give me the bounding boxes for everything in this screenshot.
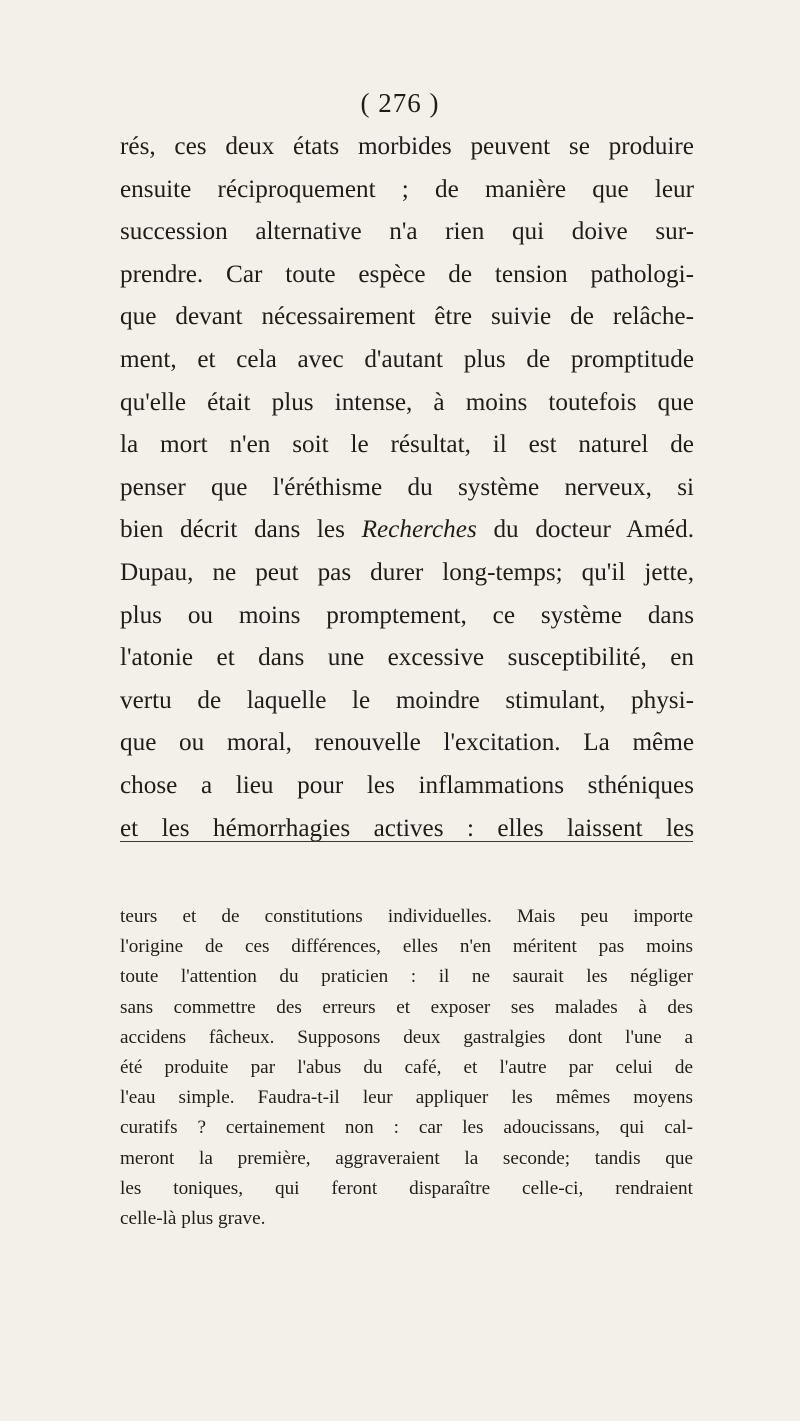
footnote-line: meront la première, aggraveraient la seconde; tandis que (120, 1147, 693, 1169)
text-line-with-title (120, 509, 694, 552)
text-line: ment, et cela avec d'autant plus de promptitude (120, 345, 694, 373)
text-line: penser que l'éréthisme du système nerveux, si (120, 473, 694, 501)
footnote-line: été produite par l'abus du café, et l'autre par celui de (120, 1057, 693, 1079)
footnote-separator (120, 841, 693, 842)
footnote-line: l'origine de ces différences, elles n'en méritent pas moins (120, 936, 693, 958)
text-line: que devant nécessairement être suivie de relâche- (120, 303, 694, 331)
text-line: chose a lieu pour les inflammations sthéniques (120, 771, 694, 799)
text-line: et les hémorrhagies actives : elles laissent les (120, 814, 694, 842)
page-number: ( 276 ) (360, 88, 440, 118)
text-line: rés, ces deux états morbides peuvent se produire (120, 133, 694, 160)
text-segment: bien décrit dans les (120, 516, 362, 544)
text-line: l'atonie et dans une excessive susceptibilité, en (120, 644, 694, 672)
text-line: plus ou moins promptement, ce système dans (120, 601, 694, 629)
footnote-line: toute l'attention du praticien : il ne saurait les négliger (120, 966, 693, 988)
footnote-line: teurs et de constitutions individuelles. Mais peu importe (120, 906, 693, 927)
text-line: prendre. Car toute espèce de tension pathologi- (120, 260, 694, 288)
text-segment: du docteur Améd. (476, 516, 694, 544)
text-line: vertu de laquelle le moindre stimulant, physi- (120, 686, 694, 714)
footnote-line: les toniques, qui feront disparaître celle-ci, rendraient (120, 1177, 693, 1199)
text-line: Dupau, ne peut pas durer long-temps; qu'il jette, (120, 558, 694, 586)
text-line: ensuite réciproquement ; de manière que leur (120, 175, 694, 203)
footnote-line: celle-là plus grave. (120, 1208, 266, 1230)
text-line: la mort n'en soit le résultat, il est naturel de (120, 431, 694, 459)
footnote-line: accidens fâcheux. Supposons deux gastralgies dont l'une a (120, 1026, 693, 1048)
text-line: succession alternative n'a rien qui doive sur- (120, 218, 694, 246)
footnote-line: l'eau simple. Faudra-t-il leur appliquer les mêmes moyens (120, 1087, 693, 1109)
book-title-italic: Recherches (361, 516, 477, 544)
footnote-line: curatifs ? certainement non : car les adoucissans, qui cal- (120, 1117, 693, 1139)
footnote-line: sans commettre des erreurs et exposer ses malades à des (120, 996, 693, 1018)
text-line: que ou moral, renouvelle l'excitation. La même (120, 729, 694, 757)
footnote-block (120, 902, 693, 1234)
main-text-block (120, 126, 694, 850)
text-line: qu'elle était plus intense, à moins toutefois que (120, 388, 694, 416)
